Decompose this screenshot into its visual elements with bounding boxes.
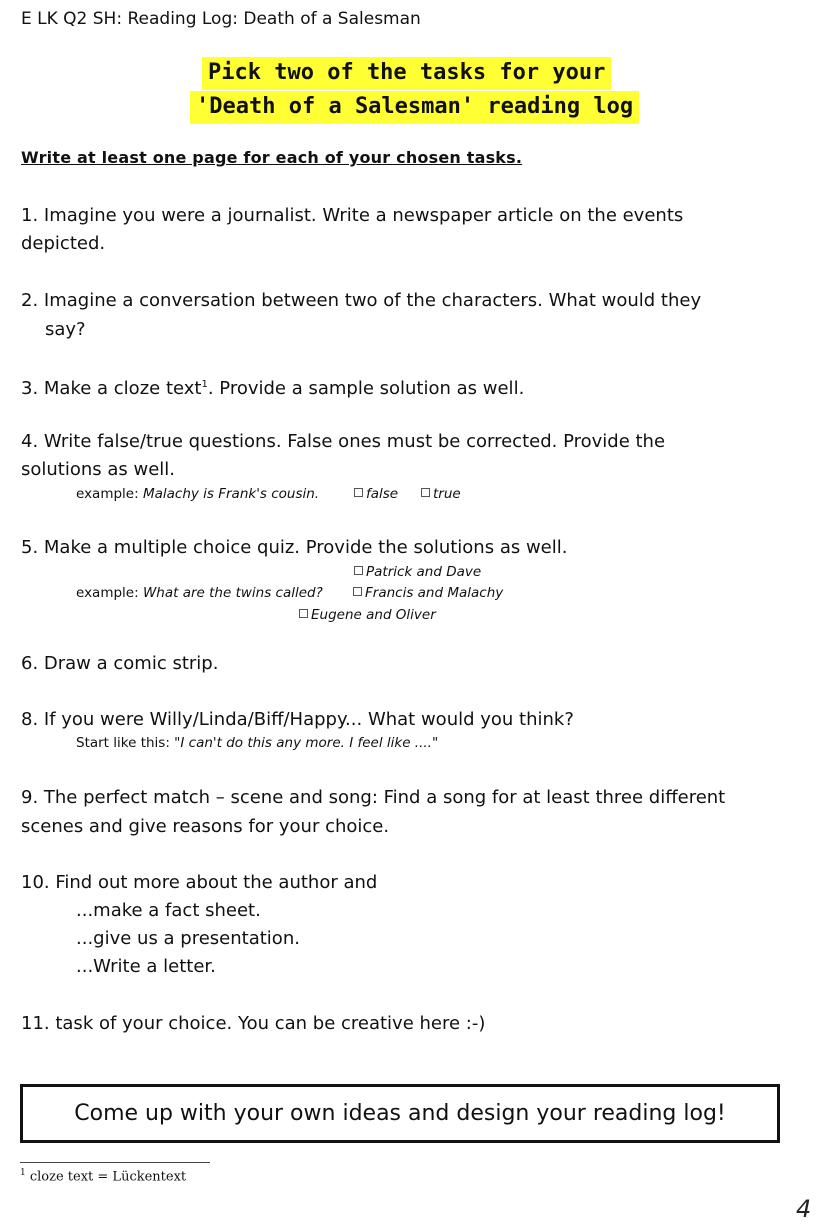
- start-suffix: ": [431, 735, 439, 751]
- start-prefix: Start like this: ": [76, 735, 181, 751]
- task-8-line-1: 8. If you were Willy/Linda/Biff/Happy... What would you think?: [21, 709, 574, 730]
- task-4-line-1: 4. Write false/true questions. False ones must be corrected. Provide the: [21, 431, 666, 452]
- quiz-option-2-label: Francis and Malachy: [365, 585, 504, 601]
- quiz-option-1-label: Patrick and Dave: [366, 564, 482, 580]
- example-label: example:: [76, 585, 143, 601]
- quiz-option-3: [299, 607, 436, 623]
- option-true: [421, 486, 461, 502]
- task-2-line-1: 2. Imagine a conversation between two of the characters. What would they: [21, 290, 702, 311]
- example-label: example:: [76, 486, 143, 502]
- title-line-1: Pick two of the tasks for your: [202, 57, 611, 90]
- quiz-option-2: [353, 585, 503, 601]
- footnote: [20, 1168, 186, 1184]
- page-number: 4: [796, 1195, 812, 1223]
- task-11: 11. task of your choice. You can be creative here :-): [21, 1013, 486, 1034]
- task-10-sub-3: ...Write a letter.: [76, 956, 216, 977]
- task-9-line-2: scenes and give reasons for your choice.: [21, 816, 390, 837]
- option-true-label: true: [433, 486, 461, 502]
- own-ideas-box: [20, 1084, 780, 1143]
- footnote-text: cloze text = Lückentext: [25, 1169, 187, 1185]
- example-text: Malachy is Frank's cousin.: [142, 486, 320, 502]
- footnote-divider: [20, 1162, 210, 1163]
- own-ideas-text: Come up with your own ideas and design your reading log!: [74, 1101, 726, 1126]
- task-10-sub-2: ...give us a presentation.: [76, 928, 300, 949]
- task-8-start: [76, 735, 438, 751]
- task-10-line-1: 10. Find out more about the author and: [21, 872, 378, 893]
- instruction: Write at least one page for each of your chosen tasks.: [21, 148, 523, 167]
- task-4-example: [76, 486, 319, 502]
- option-false-label: false: [366, 486, 399, 502]
- task-3-text: 3. Make a cloze text: [21, 378, 202, 399]
- title-line-2: 'Death of a Salesman' reading log: [190, 91, 639, 124]
- checkbox-icon: [353, 587, 362, 596]
- task-10-sub-1: ...make a fact sheet.: [76, 900, 261, 921]
- task-4-line-2: solutions as well.: [21, 459, 176, 480]
- task-6: 6. Draw a comic strip.: [21, 653, 219, 674]
- start-text: I can't do this any more. I feel like ....: [180, 735, 432, 751]
- task-3-text-after: . Provide a sample solution as well.: [207, 378, 525, 399]
- option-false: [354, 486, 398, 502]
- checkbox-icon: [354, 488, 363, 497]
- document-header: E LK Q2 SH: Reading Log: Death of a Salesman: [21, 9, 421, 29]
- quiz-option-3-label: Eugene and Oliver: [311, 607, 436, 623]
- task-5-example: [76, 585, 323, 601]
- task-3: [21, 371, 524, 403]
- checkbox-icon: [299, 609, 308, 618]
- checkbox-icon: [354, 566, 363, 575]
- example-text: What are the twins called?: [142, 585, 323, 601]
- task-5-line-1: 5. Make a multiple choice quiz. Provide the solutions as well.: [21, 537, 568, 558]
- footnote-number: 1: [20, 1168, 26, 1178]
- task-1-line-2: depicted.: [21, 233, 106, 254]
- task-1-line-1: 1. Imagine you were a journalist. Write a newspaper article on the events: [21, 205, 684, 226]
- task-2-line-2: say?: [45, 319, 86, 340]
- task-9-line-1: 9. The perfect match – scene and song: Find a song for at least three different: [21, 787, 726, 808]
- footnote-ref: 1: [201, 379, 208, 390]
- checkbox-icon: [421, 488, 430, 497]
- quiz-option-1: [354, 564, 481, 580]
